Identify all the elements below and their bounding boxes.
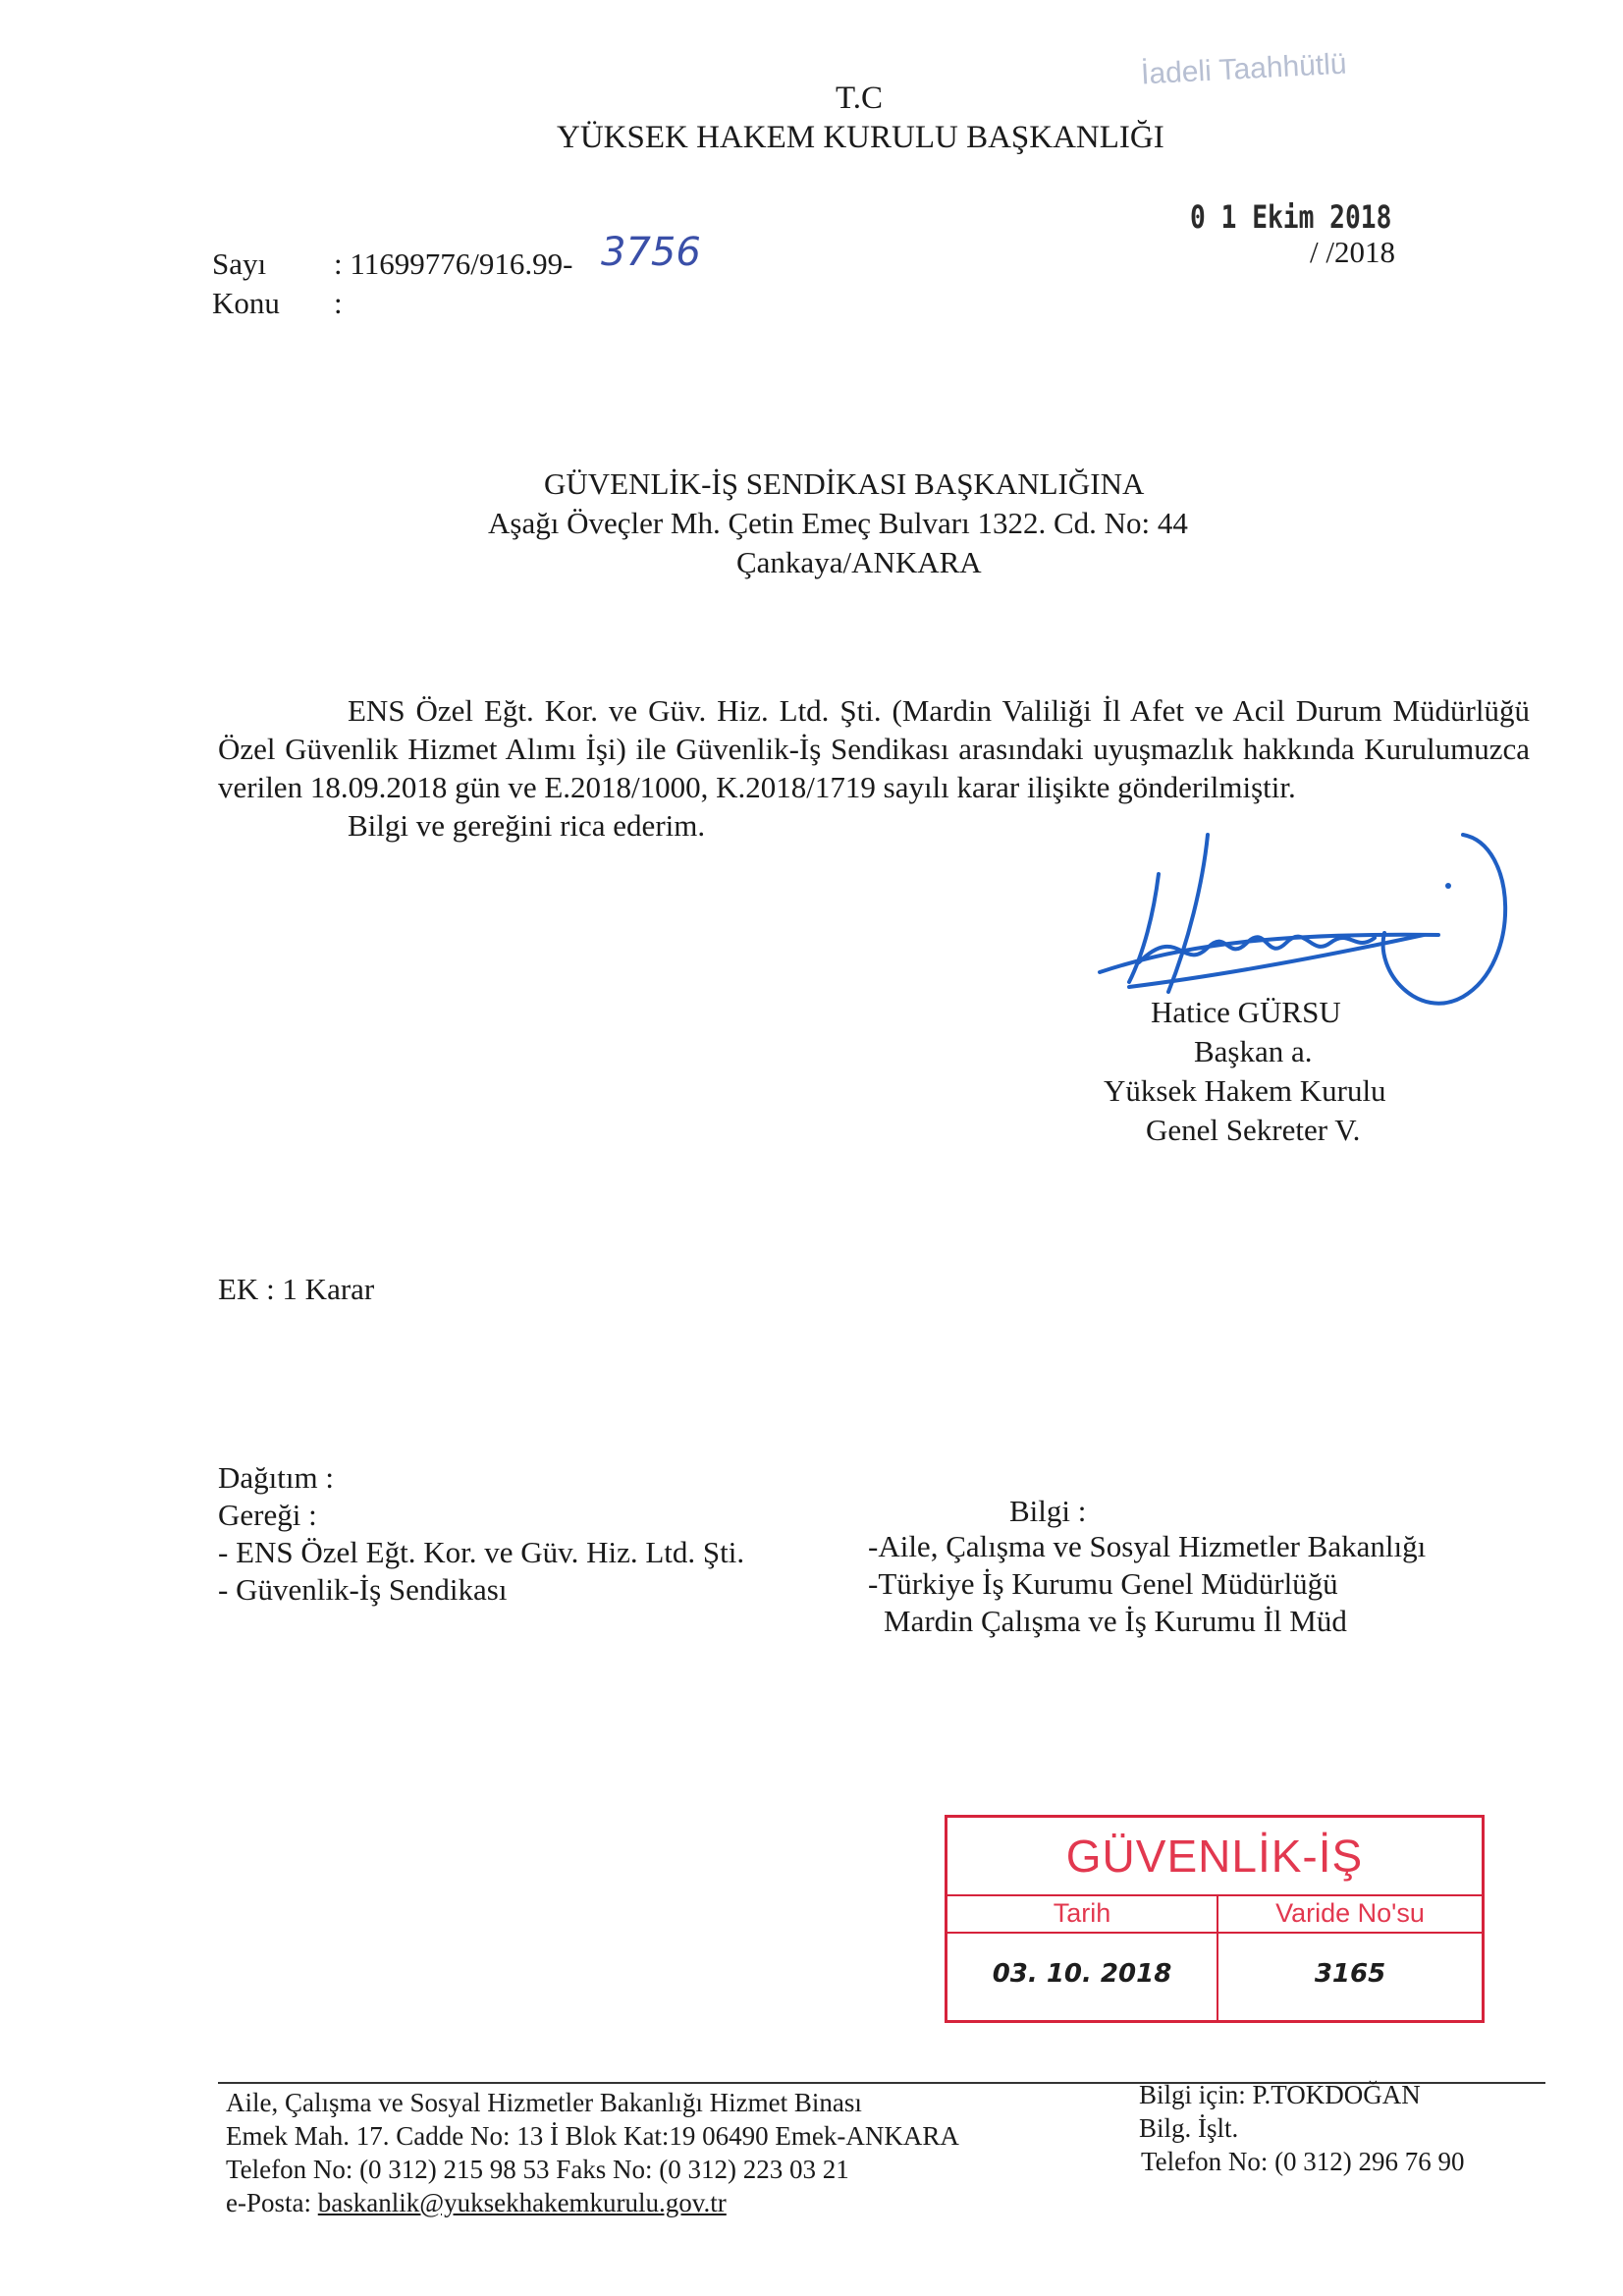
bilgi-item-3: Mardin Çalışma ve İş Kurumu İl Müd bbox=[884, 1604, 1347, 1638]
sayi-value: : 11699776/916.99- bbox=[334, 246, 573, 281]
gerei-label: Gereği : bbox=[218, 1498, 317, 1532]
footer-contact-name: Bilgi için: P.TOKDOĞAN bbox=[1139, 2080, 1421, 2109]
header-institution: YÜKSEK HAKEM KURULU BAŞKANLIĞI bbox=[557, 120, 1164, 155]
received-stamp-date-label: Tarih bbox=[947, 1894, 1217, 1934]
footer-address-2: Emek Mah. 17. Cadde No: 13 İ Blok Kat:19 06490 Emek-ANKARA bbox=[226, 2121, 959, 2151]
sayi-handwritten-number: 3756 bbox=[601, 230, 701, 275]
received-stamp-date-column bbox=[947, 1894, 1218, 2023]
document-date: / /2018 bbox=[1310, 235, 1395, 269]
signer-title-2: Yüksek Hakem Kurulu bbox=[1104, 1073, 1386, 1108]
distribution-heading: Dağıtım : bbox=[218, 1460, 334, 1495]
signer-title-1: Başkan a. bbox=[1194, 1034, 1313, 1068]
body-paragraph-2: Bilgi ve gereğini rica ederim. bbox=[348, 808, 706, 843]
handwritten-signature bbox=[1070, 825, 1542, 1021]
header-tc: T.C bbox=[836, 81, 883, 116]
signer-name: Hatice GÜRSU bbox=[1151, 995, 1341, 1029]
footer-email-label: e-Posta: bbox=[226, 2188, 318, 2217]
attachment-label: EK : 1 Karar bbox=[218, 1272, 375, 1306]
footer-email-link[interactable]: baskanlik@yuksekhakemkurulu.gov.tr bbox=[317, 2188, 727, 2217]
footer-address-1: Aile, Çalışma ve Sosyal Hizmetler Bakanlığı Hizmet Binası bbox=[226, 2088, 862, 2117]
footer-phone-fax: Telefon No: (0 312) 215 98 53 Faks No: (0 312) 223 03 21 bbox=[226, 2155, 849, 2184]
bilgi-item-1: -Aile, Çalışma ve Sosyal Hizmetler Bakanlığı bbox=[868, 1529, 1427, 1563]
body-paragraph-1: ENS Özel Eğt. Kor. ve Güv. Hiz. Ltd. Şti. (Mardin Valiliği İl Afet ve Acil Durum Müdürlüğü Özel Güvenlik Hizmet Alımı İşi) ile Güvenlik-İş Sendikası arasındaki uyuşmazlık hakkında Kurulumuzca verilen 18.09.2018 gün ve E.2018/1000, K.2018/1719 sayılı karar ilişikte gönderilmiştir. bbox=[218, 693, 1530, 804]
gerei-item-1: - ENS Özel Eğt. Kor. ve Güv. Hiz. Ltd. Şti. bbox=[218, 1535, 745, 1569]
received-stamp-number-column bbox=[1217, 1894, 1484, 2023]
recipient-name: GÜVENLİK-İŞ SENDİKASI BAŞKANLIĞINA bbox=[544, 466, 1145, 501]
letter-body bbox=[218, 691, 1530, 845]
received-stamp bbox=[945, 1815, 1485, 2023]
date-stamp: 0 1 Ekim 2018 bbox=[1190, 198, 1392, 236]
konu-label: Konu bbox=[212, 286, 280, 320]
recipient-address-1: Aşağı Öveçler Mh. Çetin Emeç Bulvarı 1322. Cd. No: 44 bbox=[488, 506, 1188, 540]
konu-value: : bbox=[334, 286, 343, 320]
bilgi-label: Bilgi : bbox=[1009, 1494, 1087, 1528]
gerei-item-2: - Güvenlik-İş Sendikası bbox=[218, 1572, 508, 1607]
received-stamp-number-label: Varide No'su bbox=[1217, 1894, 1484, 1934]
footer-email-row bbox=[226, 2186, 727, 2219]
received-stamp-number: 3165 bbox=[1314, 1959, 1386, 1989]
recipient-address-2: Çankaya/ANKARA bbox=[736, 545, 982, 579]
received-stamp-date: 03. 10. 2018 bbox=[992, 1959, 1172, 1989]
signer-title-3: Genel Sekreter V. bbox=[1146, 1113, 1361, 1147]
registered-mail-stamp: İadeli Taahhütlü bbox=[1140, 47, 1348, 91]
sayi-label: Sayı bbox=[212, 246, 267, 281]
footer-contact-role: Bilg. İşlt. bbox=[1139, 2113, 1239, 2143]
received-stamp-title: GÜVENLİK-İŞ bbox=[947, 1818, 1482, 1896]
bilgi-item-2: -Türkiye İş Kurumu Genel Müdürlüğü bbox=[868, 1566, 1338, 1601]
footer-contact-phone: Telefon No: (0 312) 296 76 90 bbox=[1141, 2147, 1465, 2176]
